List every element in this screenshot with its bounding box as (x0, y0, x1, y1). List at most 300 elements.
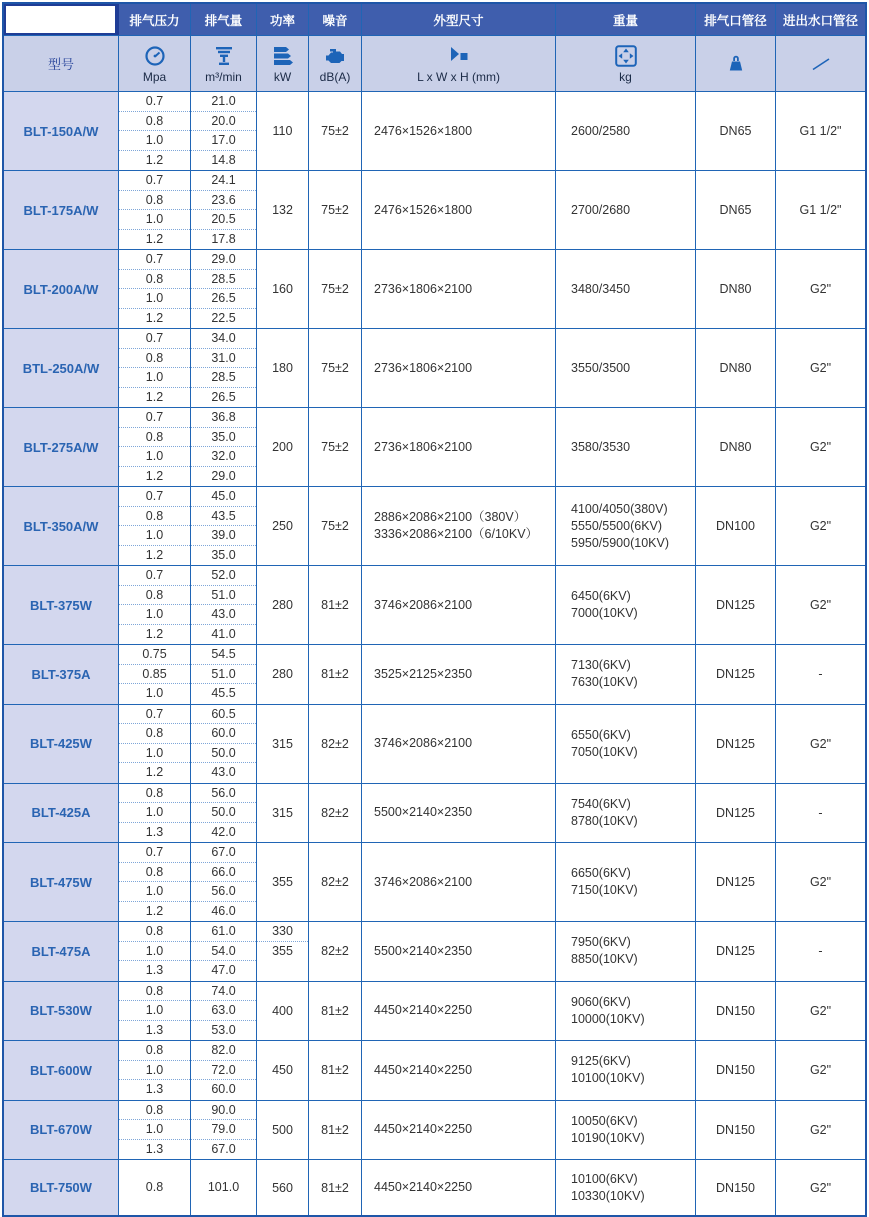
volume-value: 41.0 (211, 626, 236, 641)
volume-unit: m³/min (205, 69, 242, 84)
volume-value: 61.0 (191, 922, 256, 942)
weight-line: 3480/3450 (571, 281, 631, 296)
volume-value: 42.0 (211, 824, 236, 839)
weight-line: 9060(6KV) (571, 994, 631, 1009)
water-diameter-value: G2" (809, 1122, 832, 1137)
header-row-titles (4, 4, 865, 36)
volume-value: 22.5 (211, 310, 236, 325)
weight-value (556, 171, 696, 249)
power-value: 280 (257, 566, 309, 644)
pressure-value: 1.0 (145, 686, 164, 700)
water-diameter-value: G2" (809, 736, 832, 751)
pressure-values (119, 645, 191, 704)
pressure-value: 1.0 (119, 1061, 190, 1081)
pressure-value: 1.3 (145, 1022, 164, 1037)
pressure-values (119, 408, 191, 486)
volume-value: 74.0 (191, 982, 256, 1002)
volume-value: 47.0 (211, 963, 236, 977)
col-header-dimensions: 外型尺寸 (362, 4, 556, 35)
weight-line: 8780(10KV) (571, 813, 638, 828)
pressure-value: 0.7 (119, 250, 190, 270)
pressure-value: 1.0 (119, 605, 190, 625)
dimensions-value (362, 843, 556, 921)
pressure-value: 1.0 (119, 368, 190, 388)
pressure-values (119, 784, 191, 843)
noise-value: 81±2 (309, 1101, 362, 1160)
pressure-value: 1.2 (145, 468, 164, 483)
dimensions-value (362, 1160, 556, 1215)
pressure-value: 1.0 (119, 1120, 190, 1140)
dimensions-line: 3746×2086×2100 (374, 597, 473, 612)
dimensions-unit-cell (362, 36, 556, 91)
table-row (4, 1160, 865, 1215)
volume-unit-cell (191, 36, 257, 91)
series-title: BLT系列 (4, 4, 119, 35)
power-unit-cell (257, 36, 309, 91)
pressure-value: 1.2 (145, 765, 164, 779)
pressure-value: 0.7 (119, 408, 190, 428)
dimensions-line: 3746×2086×2100 (374, 874, 473, 889)
dimensions-line: 4450×2140×2250 (374, 1180, 473, 1194)
weight-value (556, 645, 696, 704)
pressure-value: 1.0 (119, 1001, 190, 1021)
pressure-value: 1.2 (145, 231, 164, 246)
weight-unit-cell (556, 36, 696, 91)
weight-line: 7540(6KV) (571, 796, 631, 811)
volume-value: 31.0 (191, 349, 256, 369)
water-diameter-value: G2" (809, 875, 832, 889)
volume-value: 60.0 (191, 724, 256, 744)
volume-values (191, 408, 257, 486)
col-header-power: 功率 (257, 4, 309, 35)
weight-line: 2600/2580 (571, 123, 631, 138)
pressure-values (119, 1101, 191, 1160)
col-header-weight: 重量 (556, 4, 696, 35)
volume-value: 43.0 (211, 765, 236, 779)
dimensions-value (362, 171, 556, 249)
volume-value: 101.0 (207, 1179, 240, 1194)
dimensions-value (362, 92, 556, 170)
weight-value (556, 1101, 696, 1160)
weight-line: 10050(6KV) (571, 1113, 638, 1128)
pressure-value: 1.0 (119, 210, 190, 230)
spec-table (2, 2, 867, 1217)
pressure-values (119, 1160, 191, 1215)
power-value: 132 (257, 171, 309, 249)
table-row (4, 171, 865, 250)
dimensions-line: 2476×1526×1800 (374, 202, 473, 217)
weight-line: 10330(10KV) (571, 1188, 645, 1203)
model-name: BLT-375W (4, 566, 119, 644)
dimensions-unit: L x W x H (mm) (417, 69, 500, 84)
dimensions-value (362, 1101, 556, 1160)
noise-value: 75±2 (309, 487, 362, 565)
pressure-values (119, 566, 191, 644)
pressure-value: 1.0 (119, 942, 190, 962)
pressure-value: 0.8 (119, 1041, 190, 1061)
water-diameter-value: G2" (809, 519, 832, 533)
noise-value: 82±2 (309, 705, 362, 783)
kettlebell-weight-icon (723, 52, 749, 76)
dimensions-value (362, 705, 556, 783)
table-row (4, 843, 865, 922)
volume-value: 34.0 (191, 329, 256, 349)
volume-values (191, 705, 257, 783)
volume-value: 17.0 (191, 131, 256, 151)
dimensions-line: 2736×1806×2100 (374, 281, 473, 296)
volume-value: 28.5 (191, 368, 256, 388)
volume-values (191, 1160, 257, 1215)
pressure-value: 1.2 (145, 310, 164, 325)
pressure-value: 1.2 (145, 547, 164, 562)
water-diameter-value: - (818, 667, 823, 682)
volume-value: 50.0 (191, 803, 256, 823)
pressure-value: 1.2 (145, 389, 164, 404)
pressure-value: 0.8 (119, 586, 190, 606)
pressure-value: 1.0 (119, 526, 190, 546)
volume-values (191, 843, 257, 921)
water-diameter-value: G2" (809, 1180, 832, 1195)
table-row (4, 92, 865, 171)
volume-values (191, 329, 257, 407)
weight-value (556, 1041, 696, 1100)
model-name: BLT-425W (4, 705, 119, 783)
pressure-value: 1.3 (145, 824, 164, 839)
volume-value: 45.0 (191, 487, 256, 507)
weight-value (556, 982, 696, 1041)
volume-values (191, 784, 257, 843)
pressure-value: 1.3 (145, 963, 164, 977)
energy-label-icon (270, 44, 296, 68)
noise-value: 81±2 (309, 1160, 362, 1215)
pressure-value: 1.0 (119, 803, 190, 823)
volume-value: 17.8 (211, 231, 236, 246)
table-row (4, 705, 865, 784)
pressure-value: 1.0 (119, 447, 190, 467)
weight-value (556, 329, 696, 407)
pressure-value: 0.8 (119, 428, 190, 448)
weight-line: 7150(10KV) (571, 883, 638, 897)
volume-value: 54.0 (191, 942, 256, 962)
pressure-value: 0.7 (119, 329, 190, 349)
model-name: BLT-375A (4, 645, 119, 704)
table-row (4, 922, 865, 982)
water-diameter-value: G1 1/2" (799, 203, 842, 217)
volume-values (191, 250, 257, 328)
pressure-value: 0.8 (119, 1101, 190, 1121)
outlet-diameter-value: DN65 (696, 92, 776, 170)
pressure-values (119, 329, 191, 407)
noise-value: 82±2 (309, 784, 362, 843)
pressure-value: 0.7 (119, 92, 190, 112)
volume-value: 60.5 (191, 705, 256, 725)
dimensions-value (362, 487, 556, 565)
noise-value: 82±2 (309, 922, 362, 981)
col-header-pressure: 排气压力 (119, 4, 191, 35)
volume-value: 72.0 (191, 1061, 256, 1081)
volume-value: 67.0 (211, 1141, 236, 1156)
noise-value: 81±2 (309, 566, 362, 644)
weight-value (556, 92, 696, 170)
volume-value: 32.0 (191, 447, 256, 467)
water-diameter-value: G2" (809, 1003, 832, 1018)
weight-value (556, 922, 696, 981)
pressure-value: 1.2 (145, 152, 164, 167)
outlet-diameter-value: DN150 (696, 1101, 776, 1160)
outlet-diameter-value: DN125 (696, 784, 776, 843)
pressure-value: 1.3 (145, 1141, 164, 1156)
pressure-value: 0.85 (119, 665, 190, 685)
volume-values (191, 487, 257, 565)
outlet-diameter-value: DN100 (696, 487, 776, 565)
power-value: 200 (257, 408, 309, 486)
pressure-unit: Mpa (142, 69, 167, 84)
volume-value: 79.0 (191, 1120, 256, 1140)
pressure-values (119, 487, 191, 565)
pressure-value: 0.8 (119, 191, 190, 211)
outlet-diameter-value: DN150 (696, 1041, 776, 1100)
dimensions-line: 3525×2125×2350 (374, 666, 473, 681)
dimensions-line: 2736×1806×2100 (374, 360, 473, 375)
noise-value: 75±2 (309, 171, 362, 249)
weight-line: 6550(6KV) (571, 727, 631, 742)
volume-value: 43.5 (191, 507, 256, 527)
pressure-value: 0.8 (119, 922, 190, 942)
col-header-volume: 排气量 (191, 4, 257, 35)
volume-value: 24.1 (191, 171, 256, 191)
dimensions-value (362, 645, 556, 704)
water-diameter-value: G1 1/2" (799, 124, 842, 138)
power-value: 180 (257, 329, 309, 407)
dimensions-line: 3746×2086×2100 (374, 736, 473, 750)
dimensions-line: 3336×2086×2100（6/10KV） (374, 527, 539, 541)
pressure-values (119, 92, 191, 170)
water-icon-cell (776, 36, 865, 91)
dimensions-line: 4450×2140×2250 (374, 1122, 473, 1137)
weight-line: 10100(6KV) (571, 1171, 638, 1186)
pressure-value: 1.0 (119, 289, 190, 309)
noise-value: 81±2 (309, 645, 362, 704)
pressure-value: 0.8 (119, 349, 190, 369)
pressure-values (119, 982, 191, 1041)
power-value: 355 (257, 843, 309, 921)
weight-line: 3550/3500 (571, 360, 631, 375)
pressure-value: 0.75 (119, 645, 190, 665)
volume-value: 51.0 (191, 586, 256, 606)
slash-icon (808, 52, 834, 76)
model-name: BLT-175A/W (4, 171, 119, 249)
outlet-diameter-value: DN150 (696, 1160, 776, 1215)
noise-unit-cell (309, 36, 362, 91)
volume-value: 28.5 (191, 270, 256, 290)
table-body (4, 92, 865, 1215)
volume-value: 82.0 (191, 1041, 256, 1061)
weight-value (556, 1160, 696, 1215)
table-row (4, 1101, 865, 1161)
dimensions-line: 2886×2086×2100（380V） (374, 510, 527, 524)
pressure-value: 0.8 (119, 784, 190, 804)
volume-value: 29.0 (211, 468, 236, 483)
power-value: 110 (257, 92, 309, 170)
noise-value: 75±2 (309, 329, 362, 407)
outlet-diameter-value: DN150 (696, 982, 776, 1041)
volume-value: 46.0 (211, 903, 236, 918)
engine-icon (322, 44, 348, 68)
dimensions-value (362, 1041, 556, 1100)
outlet-diameter-value: DN125 (696, 566, 776, 644)
table-row (4, 1041, 865, 1101)
weight-value (556, 843, 696, 921)
water-diameter-value: G2" (809, 361, 832, 375)
volume-value: 43.0 (191, 605, 256, 625)
model-name: BLT-530W (4, 982, 119, 1041)
gauge-icon (142, 44, 168, 68)
noise-value: 81±2 (309, 982, 362, 1041)
model-label: 型号 (47, 57, 74, 72)
volume-value: 29.0 (191, 250, 256, 270)
outlet-diameter-value: DN125 (696, 645, 776, 704)
volume-value: 26.5 (211, 389, 236, 404)
pressure-value: 1.0 (119, 744, 190, 764)
noise-value: 81±2 (309, 1041, 362, 1100)
model-name: BLT-200A/W (4, 250, 119, 328)
weight-value (556, 705, 696, 783)
outlet-diameter-value: DN125 (696, 705, 776, 783)
pressure-value: 0.8 (119, 982, 190, 1002)
volume-value: 56.0 (191, 882, 256, 902)
funnel-icon (211, 44, 237, 68)
model-name: BLT-600W (4, 1041, 119, 1100)
power-subvalue: 330 (257, 922, 308, 942)
volume-values (191, 922, 257, 981)
power-value: 250 (257, 487, 309, 565)
pressure-values (119, 922, 191, 981)
pressure-value: 0.8 (119, 863, 190, 883)
pressure-value: 0.8 (119, 507, 190, 527)
volume-values (191, 645, 257, 704)
volume-value: 45.5 (211, 686, 236, 700)
volume-values (191, 566, 257, 644)
col-header-outlet: 排气口管径 (696, 4, 776, 35)
weight-value (556, 250, 696, 328)
weight-line: 10000(10KV) (571, 1011, 645, 1026)
pressure-value: 0.8 (119, 724, 190, 744)
pressure-value: 0.8 (119, 112, 190, 132)
model-name: BLT-475A (4, 922, 119, 981)
volume-value: 23.6 (191, 191, 256, 211)
model-name: BTL-250A/W (4, 329, 119, 407)
water-diameter-value: - (818, 944, 823, 959)
pressure-value: 0.8 (119, 270, 190, 290)
water-diameter-value: G2" (809, 598, 832, 612)
model-name: BLT-750W (4, 1160, 119, 1215)
volume-value: 66.0 (191, 863, 256, 883)
volume-value: 52.0 (191, 566, 256, 586)
pressure-value: 0.7 (119, 487, 190, 507)
volume-value: 39.0 (191, 526, 256, 546)
weight-value (556, 566, 696, 644)
pressure-values (119, 171, 191, 249)
header-row-units (4, 36, 865, 92)
pressure-value: 1.2 (145, 626, 164, 641)
model-name: BLT-350A/W (4, 487, 119, 565)
volume-values (191, 1101, 257, 1160)
dimensions-value (362, 408, 556, 486)
table-row (4, 487, 865, 566)
weight-line: 3580/3530 (571, 439, 631, 454)
volume-value: 35.0 (191, 428, 256, 448)
pressure-values (119, 1041, 191, 1100)
power-value: 500 (257, 1101, 309, 1160)
dimensions-value (362, 250, 556, 328)
power-unit: kW (273, 69, 292, 84)
pressure-value: 0.7 (119, 705, 190, 725)
volume-value: 51.0 (191, 665, 256, 685)
pressure-value: 0.7 (119, 566, 190, 586)
weight-value (556, 487, 696, 565)
noise-value: 75±2 (309, 408, 362, 486)
pressure-values (119, 843, 191, 921)
dimensions-value (362, 982, 556, 1041)
weight-line: 5950/5900(10KV) (571, 535, 669, 550)
dimensions-line: 2736×1806×2100 (374, 439, 473, 454)
weight-line: 7950(6KV) (571, 935, 631, 950)
power-value: 315 (257, 705, 309, 783)
weight-value (556, 408, 696, 486)
weight-unit: kg (619, 69, 632, 84)
dimensions-line: 4450×2140×2250 (374, 1062, 473, 1077)
dimensions-value (362, 329, 556, 407)
volume-value: 36.8 (191, 408, 256, 428)
outlet-diameter-value: DN80 (696, 250, 776, 328)
pressure-values (119, 250, 191, 328)
model-name: BLT-425A (4, 784, 119, 843)
power-value: 560 (257, 1160, 309, 1215)
noise-value: 82±2 (309, 843, 362, 921)
weight-line: 8850(10KV) (571, 952, 638, 967)
water-diameter-value: G2" (809, 1063, 832, 1078)
volume-values (191, 92, 257, 170)
pressure-unit-cell (119, 36, 191, 91)
volume-value: 54.5 (191, 645, 256, 665)
model-name: BLT-150A/W (4, 92, 119, 170)
volume-value: 50.0 (191, 744, 256, 764)
outlet-diameter-value: DN125 (696, 922, 776, 981)
dimensions-value (362, 784, 556, 843)
col-header-noise: 噪音 (309, 4, 362, 35)
outlet-diameter-value: DN80 (696, 408, 776, 486)
volume-value: 20.0 (191, 112, 256, 132)
volume-value: 67.0 (191, 843, 256, 863)
table-row (4, 408, 865, 487)
noise-value: 75±2 (309, 250, 362, 328)
volume-value: 56.0 (191, 784, 256, 804)
weight-line: 7050(10KV) (571, 744, 638, 759)
model-column-header (4, 36, 119, 91)
volume-value: 14.8 (211, 152, 236, 167)
volume-values (191, 982, 257, 1041)
pressure-value: 1.3 (145, 1082, 164, 1096)
pressure-value: 0.8 (145, 1179, 164, 1194)
table-row (4, 645, 865, 705)
pressure-values (119, 705, 191, 783)
dimensions-line: 5500×2140×2350 (374, 943, 473, 958)
power-value: 450 (257, 1041, 309, 1100)
table-row (4, 566, 865, 645)
volume-value: 90.0 (191, 1101, 256, 1121)
outlet-diameter-value: DN65 (696, 171, 776, 249)
power-value: 400 (257, 982, 309, 1041)
